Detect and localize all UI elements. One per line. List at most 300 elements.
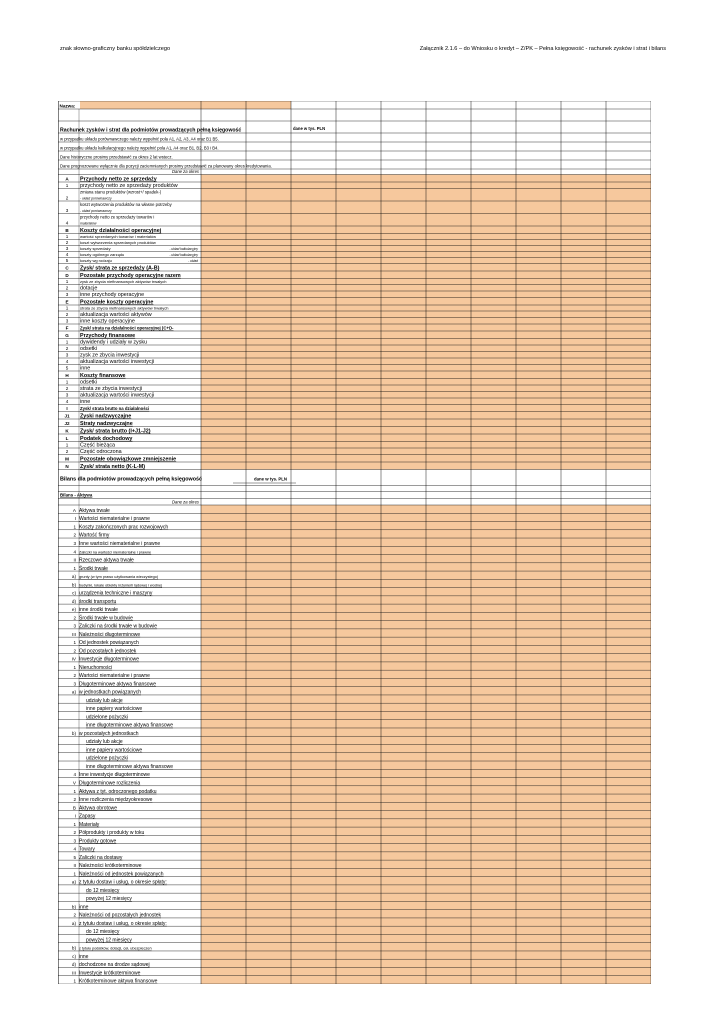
row-code: 1 bbox=[65, 233, 69, 239]
value-cell bbox=[516, 579, 561, 587]
bs-row-label: Zaliczki na dostawy bbox=[79, 854, 123, 861]
value-cell bbox=[516, 405, 561, 412]
value-cell bbox=[426, 385, 471, 392]
value-cell bbox=[201, 318, 246, 325]
bs-row-label: Zaliczki na środki trwałe w budowie bbox=[79, 623, 158, 630]
value-cell bbox=[426, 442, 471, 449]
row-code: 2 bbox=[65, 195, 69, 201]
value-cell bbox=[291, 258, 336, 264]
value-cell bbox=[336, 291, 381, 298]
value-cell bbox=[381, 786, 426, 794]
value-cell bbox=[561, 214, 606, 227]
value-cell bbox=[426, 877, 471, 885]
value-cell bbox=[246, 258, 291, 264]
bs-row-label: Aktywa trwałe bbox=[79, 507, 110, 514]
value-cell bbox=[246, 860, 291, 868]
value-cell bbox=[201, 662, 246, 670]
value-cell bbox=[336, 555, 381, 563]
bs-row-label: grunty (w tym prawo użytkowania wieczystego) bbox=[79, 575, 159, 580]
value-cell bbox=[561, 654, 606, 662]
value-cell bbox=[201, 860, 246, 868]
value-cell bbox=[201, 844, 246, 852]
value-cell bbox=[606, 291, 651, 298]
value-cell bbox=[606, 448, 651, 455]
bs-title: Bilans dla podmiotów prowadzących pełną księgowość bbox=[60, 476, 202, 483]
value-cell bbox=[606, 885, 651, 893]
value-cell bbox=[291, 246, 336, 252]
value-cell bbox=[336, 976, 381, 984]
bs-row-label: inne długoterminowe aktywa finansowe bbox=[86, 763, 173, 770]
value-cell bbox=[246, 943, 291, 951]
value-cell bbox=[471, 703, 516, 711]
value-cell bbox=[516, 513, 561, 521]
value-cell bbox=[201, 455, 246, 463]
value-cell bbox=[201, 258, 246, 264]
value-cell bbox=[561, 305, 606, 311]
value-cell bbox=[291, 455, 336, 463]
value-cell bbox=[426, 258, 471, 264]
value-cell bbox=[606, 352, 651, 359]
value-cell bbox=[201, 412, 246, 420]
value-cell bbox=[201, 885, 246, 893]
value-cell bbox=[336, 621, 381, 629]
value-cell bbox=[246, 951, 291, 959]
value-cell bbox=[426, 226, 471, 234]
value-cell bbox=[606, 745, 651, 753]
value-cell bbox=[471, 579, 516, 587]
bs-row-code: b) bbox=[71, 945, 76, 951]
value-cell bbox=[246, 893, 291, 901]
value-cell bbox=[381, 442, 426, 449]
row-sublabel: - układ bbox=[188, 258, 198, 263]
value-cell bbox=[381, 885, 426, 893]
value-cell bbox=[516, 201, 561, 214]
value-cell bbox=[381, 959, 426, 967]
value-cell bbox=[201, 794, 246, 802]
value-cell bbox=[381, 285, 426, 292]
value-cell bbox=[471, 442, 516, 449]
value-cell bbox=[471, 720, 516, 728]
value-cell bbox=[291, 405, 336, 412]
value-cell bbox=[471, 513, 516, 521]
value-cell bbox=[471, 305, 516, 311]
value-cell bbox=[381, 778, 426, 786]
value-cell bbox=[516, 339, 561, 346]
value-cell bbox=[336, 794, 381, 802]
value-cell bbox=[201, 736, 246, 744]
value-cell bbox=[201, 926, 246, 934]
value-cell bbox=[516, 271, 561, 279]
value-cell bbox=[291, 645, 336, 653]
row-label: aktualizacja wartości aktywów bbox=[80, 311, 152, 318]
value-cell bbox=[471, 252, 516, 258]
bs-heading: Bilans - Aktywa bbox=[60, 492, 93, 498]
value-cell bbox=[201, 877, 246, 885]
value-cell bbox=[381, 175, 426, 183]
value-cell bbox=[381, 311, 426, 318]
row-code: 3 bbox=[65, 352, 69, 358]
value-cell bbox=[426, 579, 471, 587]
value-cell bbox=[426, 778, 471, 786]
value-cell bbox=[381, 901, 426, 909]
value-cell bbox=[381, 654, 426, 662]
row-code: E bbox=[65, 299, 69, 305]
value-cell bbox=[426, 246, 471, 252]
value-cell bbox=[561, 546, 606, 554]
value-cell bbox=[471, 860, 516, 868]
value-cell bbox=[516, 926, 561, 934]
value-cell bbox=[606, 563, 651, 571]
value-cell bbox=[381, 214, 426, 227]
bs-row-label: Długoterminowe aktywa finansowe bbox=[79, 681, 156, 688]
value-cell bbox=[561, 358, 606, 365]
value-cell bbox=[201, 910, 246, 918]
value-cell bbox=[426, 392, 471, 399]
value-cell bbox=[291, 324, 336, 331]
value-cell bbox=[516, 530, 561, 538]
value-cell bbox=[561, 264, 606, 272]
value-cell bbox=[336, 753, 381, 761]
value-cell bbox=[516, 621, 561, 629]
value-cell bbox=[426, 189, 471, 202]
bs-row-label: Środki trwałe bbox=[79, 565, 108, 572]
value-cell bbox=[201, 392, 246, 399]
value-cell bbox=[246, 285, 291, 292]
value-cell bbox=[471, 412, 516, 420]
value-cell bbox=[561, 976, 606, 984]
value-cell bbox=[201, 695, 246, 703]
value-cell bbox=[516, 412, 561, 420]
value-cell bbox=[471, 612, 516, 620]
value-cell bbox=[606, 621, 651, 629]
value-cell bbox=[336, 214, 381, 227]
row-sublabel: - układ porównawczy bbox=[80, 196, 112, 201]
row-code: 1 bbox=[65, 339, 69, 345]
value-cell bbox=[471, 298, 516, 306]
value-cell bbox=[291, 844, 336, 852]
bs-row-code: 1 bbox=[73, 821, 76, 827]
value-cell bbox=[471, 358, 516, 365]
value-cell bbox=[516, 285, 561, 292]
value-cell bbox=[201, 365, 246, 372]
value-cell bbox=[426, 522, 471, 530]
value-cell bbox=[606, 379, 651, 386]
value-cell bbox=[336, 926, 381, 934]
value-cell bbox=[561, 645, 606, 653]
value-cell bbox=[291, 392, 336, 399]
value-cell bbox=[426, 720, 471, 728]
value-cell bbox=[516, 819, 561, 827]
value-cell bbox=[606, 901, 651, 909]
value-cell bbox=[381, 761, 426, 769]
value-cell bbox=[471, 189, 516, 202]
value-cell bbox=[426, 339, 471, 346]
value-cell bbox=[246, 835, 291, 843]
row-code: F bbox=[65, 325, 69, 331]
value-cell bbox=[606, 662, 651, 670]
row-label: strata ze zbycia niefinansowych aktywów trwałych bbox=[80, 305, 169, 311]
value-cell bbox=[426, 252, 471, 258]
value-cell bbox=[246, 604, 291, 612]
value-cell bbox=[291, 298, 336, 306]
value-cell bbox=[471, 546, 516, 554]
value-cell bbox=[201, 678, 246, 686]
value-cell bbox=[516, 711, 561, 719]
value-cell bbox=[516, 522, 561, 530]
row-sublabel: - układ porównawczy bbox=[80, 209, 112, 213]
value-cell bbox=[336, 201, 381, 214]
row-label: aktualizacja wartości inwestycji bbox=[80, 358, 154, 365]
value-cell bbox=[516, 371, 561, 379]
value-cell bbox=[606, 571, 651, 579]
value-cell bbox=[516, 352, 561, 359]
row-label: koszt wytworzenia sprzedanych produktów bbox=[80, 239, 156, 245]
bs-row-label: Zapasy bbox=[79, 813, 96, 820]
value-cell bbox=[381, 405, 426, 412]
value-cell bbox=[606, 951, 651, 959]
note-text: w przypadku układu kalkulacyjnego należy wypełnić pola A1, A4 oraz B1, B2, B3 i B4. bbox=[60, 145, 219, 151]
value-cell bbox=[201, 711, 246, 719]
value-cell bbox=[606, 769, 651, 777]
value-cell bbox=[471, 926, 516, 934]
value-cell bbox=[471, 753, 516, 761]
value-cell bbox=[381, 240, 426, 246]
value-cell bbox=[606, 819, 651, 827]
value-cell bbox=[426, 279, 471, 285]
value-cell bbox=[381, 720, 426, 728]
value-cell bbox=[246, 728, 291, 736]
value-cell bbox=[381, 226, 426, 234]
value-cell bbox=[471, 934, 516, 942]
value-cell bbox=[246, 852, 291, 860]
bs-row-label: inne papiery wartościowe bbox=[86, 747, 143, 754]
value-cell bbox=[201, 298, 246, 306]
value-cell bbox=[516, 844, 561, 852]
value-cell bbox=[426, 331, 471, 339]
value-cell bbox=[246, 612, 291, 620]
value-cell bbox=[381, 943, 426, 951]
value-cell bbox=[201, 371, 246, 379]
value-cell bbox=[561, 728, 606, 736]
value-cell bbox=[471, 654, 516, 662]
header-attachment-title: Załącznik 2.1.6 – do Wniosku o kredyt – Z/PK – Pełna księgowość - rachunek zysków i strat i bilans bbox=[419, 46, 666, 52]
value-cell bbox=[516, 794, 561, 802]
bs-row-label: dochodzone na drodze sądowej bbox=[79, 962, 150, 969]
value-cell bbox=[336, 571, 381, 579]
value-cell bbox=[336, 258, 381, 264]
row-sublabel: materiałów bbox=[80, 221, 97, 226]
value-cell bbox=[516, 358, 561, 365]
value-cell bbox=[201, 769, 246, 777]
value-cell bbox=[561, 877, 606, 885]
value-cell bbox=[606, 579, 651, 587]
value-cell bbox=[246, 264, 291, 272]
bs-row-code: 3 bbox=[73, 540, 76, 546]
value-cell bbox=[561, 385, 606, 392]
value-cell bbox=[606, 794, 651, 802]
bs-row-label: Należności od jednostek powiązanych bbox=[79, 871, 164, 878]
value-cell bbox=[336, 877, 381, 885]
row-label: Zyski nadzwyczajne bbox=[80, 413, 132, 420]
value-cell bbox=[336, 379, 381, 386]
value-cell bbox=[426, 571, 471, 579]
value-cell bbox=[381, 252, 426, 258]
value-cell bbox=[471, 291, 516, 298]
row-label: koszt wytworzenia produktów na własne potrzeby bbox=[80, 202, 172, 207]
value-cell bbox=[246, 786, 291, 794]
value-cell bbox=[426, 555, 471, 563]
bs-row-label: powyżej 12 miesięcy bbox=[86, 896, 132, 903]
value-cell bbox=[381, 868, 426, 876]
value-cell bbox=[291, 637, 336, 645]
value-cell bbox=[291, 745, 336, 753]
bs-row-label: Od pozostałych jednostek bbox=[79, 648, 137, 655]
row-label: inne bbox=[80, 398, 91, 405]
value-cell bbox=[561, 786, 606, 794]
value-cell bbox=[291, 720, 336, 728]
value-cell bbox=[291, 769, 336, 777]
bs-row-label: Należności długoterminowe bbox=[79, 631, 141, 638]
value-cell bbox=[246, 711, 291, 719]
value-cell bbox=[606, 240, 651, 246]
value-cell bbox=[201, 339, 246, 346]
value-cell bbox=[381, 976, 426, 984]
value-cell bbox=[246, 687, 291, 695]
value-cell bbox=[471, 786, 516, 794]
value-cell bbox=[426, 291, 471, 298]
value-cell bbox=[381, 331, 426, 339]
value-cell bbox=[561, 811, 606, 819]
row-label: Zysk/ strata netto (K-L-M) bbox=[80, 463, 145, 470]
value-cell bbox=[516, 612, 561, 620]
value-cell bbox=[561, 604, 606, 612]
value-cell bbox=[336, 398, 381, 405]
value-cell bbox=[291, 959, 336, 967]
value-cell bbox=[381, 728, 426, 736]
value-cell bbox=[561, 318, 606, 325]
value-cell bbox=[606, 703, 651, 711]
value-cell bbox=[606, 893, 651, 901]
value-cell bbox=[246, 318, 291, 325]
value-cell bbox=[246, 621, 291, 629]
value-cell bbox=[201, 331, 246, 339]
value-cell bbox=[246, 720, 291, 728]
value-cell bbox=[246, 434, 291, 442]
value-cell bbox=[606, 934, 651, 942]
bs-row-label: inne długoterminowe aktywa finansowe bbox=[86, 722, 173, 729]
value-cell bbox=[471, 918, 516, 926]
value-cell bbox=[291, 703, 336, 711]
value-cell bbox=[426, 976, 471, 984]
value-cell bbox=[516, 258, 561, 264]
value-cell bbox=[561, 868, 606, 876]
value-cell bbox=[606, 786, 651, 794]
value-cell bbox=[381, 345, 426, 352]
value-cell bbox=[561, 678, 606, 686]
value-cell bbox=[561, 427, 606, 435]
value-cell bbox=[336, 530, 381, 538]
value-cell bbox=[336, 943, 381, 951]
value-cell bbox=[336, 279, 381, 285]
value-cell bbox=[201, 246, 246, 252]
value-cell bbox=[561, 398, 606, 405]
value-cell bbox=[606, 298, 651, 306]
value-cell bbox=[516, 695, 561, 703]
value-cell bbox=[291, 678, 336, 686]
value-cell bbox=[246, 571, 291, 579]
value-cell bbox=[606, 926, 651, 934]
value-cell bbox=[291, 951, 336, 959]
value-cell bbox=[381, 392, 426, 399]
value-cell bbox=[201, 434, 246, 442]
value-cell bbox=[201, 175, 246, 183]
value-cell bbox=[516, 654, 561, 662]
value-cell bbox=[426, 728, 471, 736]
value-cell bbox=[291, 442, 336, 449]
value-cell bbox=[516, 419, 561, 427]
value-cell bbox=[561, 455, 606, 463]
value-cell bbox=[291, 419, 336, 427]
value-cell bbox=[336, 662, 381, 670]
value-cell bbox=[471, 662, 516, 670]
value-cell bbox=[516, 252, 561, 258]
value-cell bbox=[291, 240, 336, 246]
value-cell bbox=[381, 358, 426, 365]
value-cell bbox=[336, 455, 381, 463]
value-cell bbox=[201, 811, 246, 819]
value-cell bbox=[291, 189, 336, 202]
value-cell bbox=[336, 910, 381, 918]
value-cell bbox=[201, 305, 246, 311]
value-cell bbox=[246, 745, 291, 753]
value-cell bbox=[201, 563, 246, 571]
value-cell bbox=[561, 339, 606, 346]
value-cell bbox=[471, 728, 516, 736]
value-cell bbox=[561, 291, 606, 298]
value-cell bbox=[246, 412, 291, 420]
value-cell bbox=[381, 588, 426, 596]
value-cell bbox=[291, 761, 336, 769]
value-cell bbox=[291, 736, 336, 744]
value-cell bbox=[336, 711, 381, 719]
value-cell bbox=[471, 943, 516, 951]
value-cell bbox=[426, 852, 471, 860]
value-cell bbox=[246, 405, 291, 412]
row-code: 1 bbox=[65, 182, 69, 188]
value-cell bbox=[336, 182, 381, 189]
value-cell bbox=[381, 802, 426, 810]
value-cell bbox=[471, 371, 516, 379]
value-cell bbox=[201, 901, 246, 909]
value-cell bbox=[246, 352, 291, 359]
value-cell bbox=[606, 695, 651, 703]
bs-row-code: III bbox=[72, 631, 76, 637]
row-code: 4 bbox=[65, 398, 69, 404]
value-cell bbox=[606, 967, 651, 975]
value-cell bbox=[471, 959, 516, 967]
value-cell bbox=[291, 412, 336, 420]
value-cell bbox=[516, 645, 561, 653]
value-cell bbox=[336, 442, 381, 449]
value-cell bbox=[291, 331, 336, 339]
value-cell bbox=[336, 835, 381, 843]
value-cell bbox=[516, 189, 561, 202]
row-code: 3 bbox=[65, 392, 69, 398]
row-label: przychody netto ze sprzedaży produktów bbox=[80, 182, 178, 189]
bs-row-code: 2 bbox=[73, 912, 76, 918]
value-cell bbox=[291, 860, 336, 868]
value-cell bbox=[606, 305, 651, 311]
